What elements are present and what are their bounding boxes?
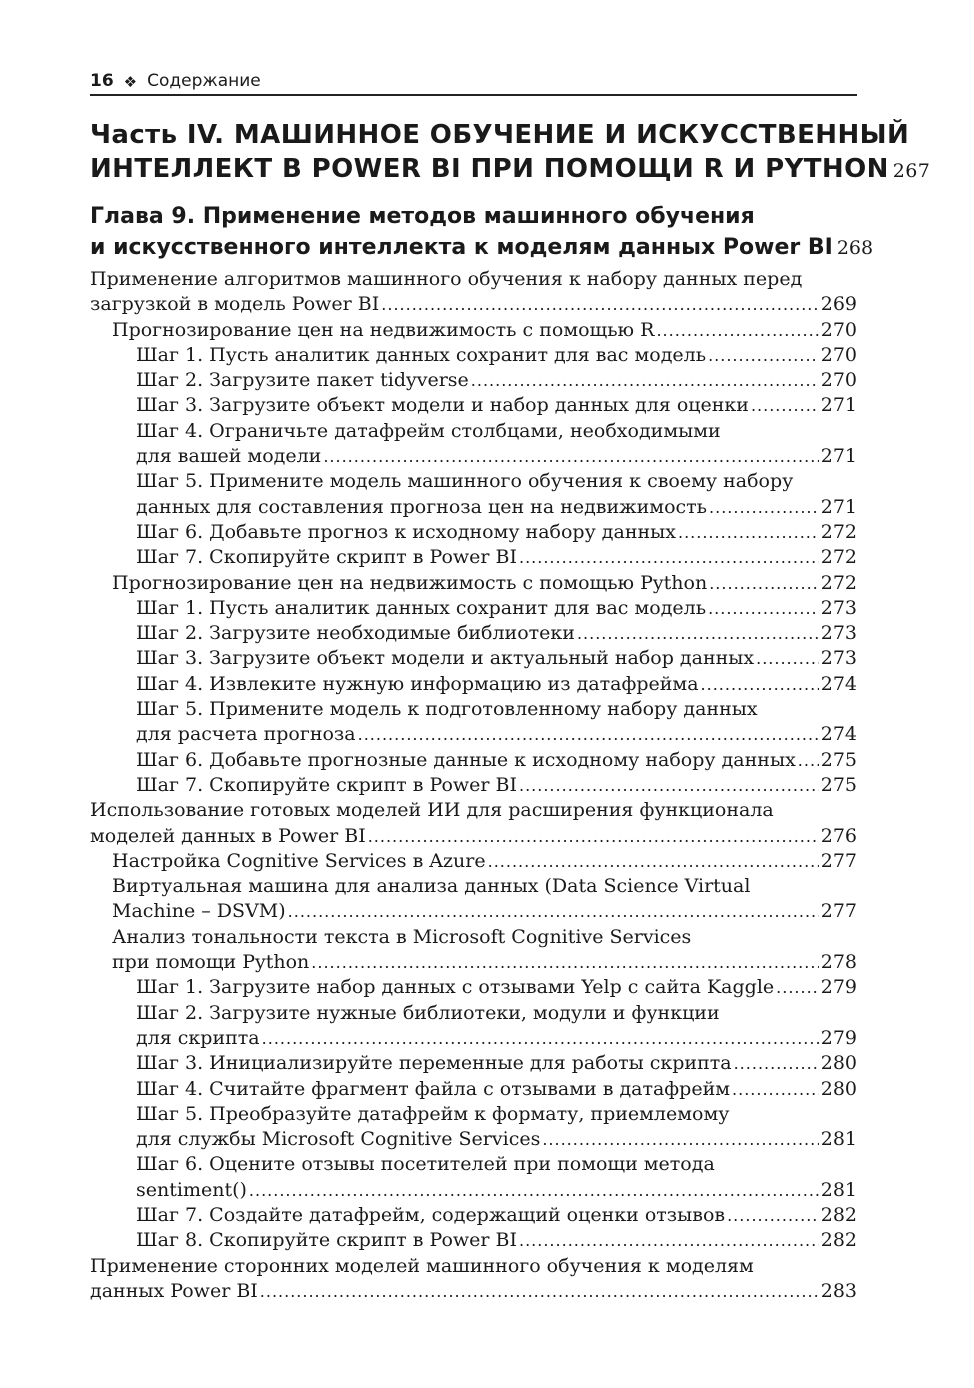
toc-entry [90,1254,857,1305]
toc-entry [90,520,857,545]
dot-leader [519,773,819,798]
toc-entry-line: Применение сторонних моделей машинного обучения к моделям [90,1254,754,1277]
toc-entry-line: для скрипта [136,1026,260,1049]
toc-entry-line: Прогнозирование цен на недвижимость с помощью R [112,318,655,341]
dot-leader [776,975,819,1000]
dot-leader [542,1127,818,1152]
dot-leader [519,545,819,570]
dot-leader [488,849,819,874]
toc-entry-line: Шаг 2. Загрузите пакет tidyverse [136,369,469,392]
dot-leader [701,672,819,697]
toc-entry [90,596,857,621]
page-number: 16 [90,71,114,91]
toc-entry [90,874,857,925]
toc-page-number: 271 [820,445,857,468]
toc-entry-line: Шаг 5. Примените модель машинного обучения к своему набору [136,470,794,493]
toc-entry-line: Шаг 3. Загрузите объект модели и актуальный набор данных [136,647,755,670]
toc-entry-line: при помощи Python [112,951,310,974]
toc-entry [90,798,857,849]
toc-entry-line: Шаг 8. Скопируйте скрипт в Power BI [136,1229,517,1252]
toc-entry-line: данных для составления прогноза цен на недвижимость [136,495,708,518]
dot-leader [734,1051,819,1076]
toc-page-number: 272 [820,520,857,543]
toc-entry-line: Шаг 1. Пусть аналитик данных сохранит для вас модель [136,343,707,366]
toc-entry [90,419,857,470]
toc-entry-line: Шаг 7. Скопируйте скрипт в Power BI [136,546,517,569]
toc-page-number: 270 [820,369,857,392]
toc-entry [90,849,857,874]
dot-leader [577,621,819,646]
toc-entry [90,646,857,671]
toc-page-number: 281 [820,1128,857,1151]
dot-leader [727,1203,819,1228]
toc-entry-line: Шаг 7. Скопируйте скрипт в Power BI [136,773,517,796]
toc-entry-line: Шаг 1. Пусть аналитик данных сохранит для вас модель [136,596,707,619]
toc-page-number: 270 [820,318,857,341]
chapter-heading [90,201,874,264]
dot-leader [311,950,818,975]
toc-entry-line: Шаг 2. Загрузите необходимые библиотеки [136,622,575,645]
toc-page-number: 282 [820,1229,857,1252]
dot-leader [708,343,819,368]
toc-entry [90,469,857,520]
running-header [90,66,857,96]
toc-page-number: 271 [820,394,857,417]
toc-page-number: 280 [820,1052,857,1075]
toc-page-number: 283 [820,1279,857,1302]
toc-entry-line: Шаг 3. Инициализируйте переменные для работы скрипта [136,1052,732,1075]
toc-page-number: 273 [820,622,857,645]
toc-page-number: 269 [820,293,857,316]
dot-leader [751,393,819,418]
toc-page-number: 273 [820,596,857,619]
dot-leader [288,899,819,924]
toc-entry [90,925,857,976]
toc-entry-line: моделей данных в Power BI [90,824,366,847]
toc-entry-line: Применение алгоритмов машинного обучения к набору данных перед [90,268,803,290]
toc-page-number: 275 [820,773,857,796]
toc-entry [90,1152,857,1203]
dot-leader [471,368,819,393]
toc-entry [90,672,857,697]
toc-page-number: 279 [820,976,857,999]
toc-page-number: 275 [820,748,857,771]
toc-page-number: 271 [820,495,857,518]
toc-page-number: 278 [820,951,857,974]
toc-entry [90,545,857,570]
toc-entry-line: Шаг 5. Примените модель к подготовленному набору данных [136,698,758,721]
toc-page-number: 274 [820,723,857,746]
dot-leader [656,318,818,343]
toc-page-number: 282 [820,1203,857,1226]
toc-entry [90,1001,857,1052]
dot-leader [709,571,819,596]
toc-entry [90,975,857,1000]
part-heading [90,118,931,189]
toc-page-number: 272 [820,571,857,594]
toc-entry-line: Шаг 3. Загрузите объект модели и набор данных для оценки [136,394,749,417]
toc-entry [90,318,857,343]
toc-entry-line: загрузкой в модель Power BI [90,293,380,316]
toc-entry [90,267,857,318]
dot-leader [262,1026,819,1051]
toc-entry-line: Использование готовых моделей ИИ для расширения функционала [90,799,774,822]
toc-entry-line: Прогнозирование цен на недвижимость с помощью Python [112,571,708,594]
toc-page-number: 270 [820,343,857,366]
toc-entry-line: Настройка Cognitive Services в Azure [112,849,486,872]
toc-page-number: 272 [820,546,857,569]
toc-entries [90,267,857,1304]
dot-leader [323,444,818,469]
toc-entry-line: для вашей модели [136,445,322,468]
toc-entry-line: Шаг 5. Преобразуйте датафрейм к формату, приемлемому [136,1102,730,1125]
toc-entry-line: Шаг 2. Загрузите нужные библиотеки, модули и функции [136,1001,720,1024]
toc-page-number: 277 [820,900,857,923]
dot-leader [368,824,819,849]
toc-entry-line: Шаг 6. Добавьте прогноз к исходному набору данных [136,520,676,543]
toc-entry-line: Шаг 4. Извлеките нужную информацию из датафрейма [136,672,699,695]
toc-page-number: 276 [820,824,857,847]
toc-entry [90,1203,857,1228]
dot-leader [519,1228,819,1253]
dot-leader [709,495,819,520]
toc-entry-line: для службы Microsoft Cognitive Services [136,1128,541,1151]
dot-leader [358,722,819,747]
toc-entry-line: sentiment() [136,1178,247,1201]
toc-entry-line: Анализ тональности текста в Microsoft Cognitive Services [112,925,692,948]
toc-entry [90,748,857,773]
toc-entry-line: Шаг 6. Добавьте прогнозные данные к исходному набору данных [136,748,796,771]
part-page-number: 267 [892,160,931,182]
toc-entry [90,368,857,393]
dot-leader [756,646,819,671]
chapter-heading-line: Глава 9. Применение методов машинного обучения [90,204,755,229]
toc-entry-line: данных Power BI [90,1279,258,1302]
dot-leader [708,596,819,621]
toc-page [90,66,931,1304]
dot-leader [798,748,819,773]
header-title: Содержание [147,71,261,91]
toc-entry [90,1051,857,1076]
toc-entry-line: Шаг 7. Создайте датафрейм, содержащий оценки отзывов [136,1203,726,1226]
toc-page-number: 280 [820,1077,857,1100]
toc-entry-line: для расчета прогноза [136,723,356,746]
toc-page-number: 279 [820,1026,857,1049]
dot-leader [260,1279,819,1304]
dot-leader [249,1178,819,1203]
toc-entry [90,1102,857,1153]
toc-page-number: 277 [820,849,857,872]
toc-entry-line: Шаг 4. Ограничьте датафрейм столбцами, необходимыми [136,419,721,442]
toc-entry-line: Machine – DSVM) [112,900,286,923]
chapter-heading-line: и искусственного интеллекта к моделям данных Power BI [90,235,833,260]
toc-entry [90,1077,857,1102]
toc-entry [90,697,857,748]
toc-entry-line: Шаг 4. Считайте фрагмент файла с отзывами в датафрейм [136,1077,731,1100]
toc-page-number: 281 [820,1178,857,1201]
toc-entry-line: Шаг 6. Оцените отзывы посетителей при помощи метода [136,1153,715,1176]
toc-entry [90,571,857,596]
toc-entry [90,773,857,798]
dot-leader [732,1077,819,1102]
dot-leader [678,520,819,545]
toc-entry [90,393,857,418]
toc-page-number: 274 [820,672,857,695]
toc-entry [90,621,857,646]
toc-entry [90,1228,857,1253]
toc-entry [90,343,857,368]
toc-entry-line: Виртуальная машина для анализа данных (Data Science Virtual [112,875,751,898]
ornament-icon: ❖ [123,73,138,91]
dot-leader [381,292,818,317]
toc-entry-line: Шаг 1. Загрузите набор данных с отзывами Yelp с сайта Kaggle [136,976,775,999]
chapter-page-number: 268 [836,237,874,259]
part-heading-line: ИНТЕЛЛЕКТ В POWER BI ПРИ ПОМОЩИ R И PYTHON [90,154,889,184]
toc-page-number: 273 [820,647,857,670]
part-heading-line: Часть IV. МАШИННОЕ ОБУЧЕНИЕ И ИСКУССТВЕННЫЙ [90,120,910,150]
